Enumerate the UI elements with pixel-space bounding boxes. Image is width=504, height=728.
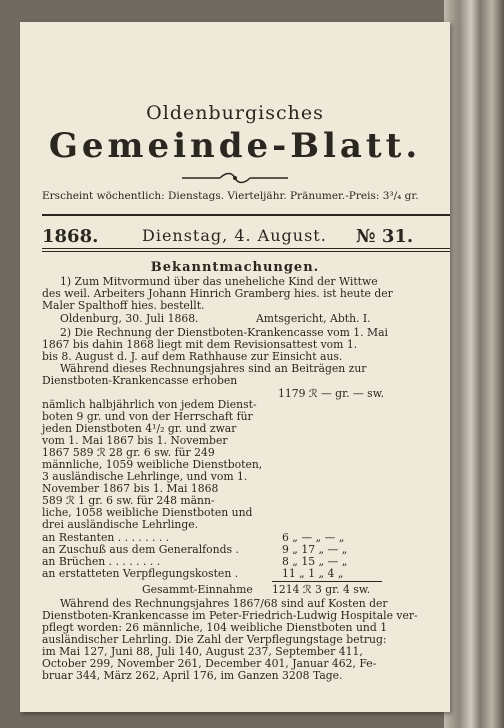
income-row-label: an Brüchen . . . . . . . . (42, 555, 161, 568)
notice2-line: 2) Die Rechnung der Dienstboten-Krankencasse vom 1. Mai (60, 326, 388, 339)
issue-year: 1868. (42, 226, 99, 247)
closing-line: October 299, November 261, December 401, Januar 462, Fe- (42, 657, 377, 670)
notice2-first-amount: 1179 ℛ — gr. — sw. (278, 387, 385, 400)
income-row-amount: 6 „ — „ — „ (282, 531, 345, 544)
income-row-label: an Zuschuß aus dem Generalfonds . (42, 543, 239, 556)
notice2-detail-line: jeden Dienstboten 4¹/₂ gr. und zwar (42, 422, 237, 435)
income-row-label: an erstatteten Verpflegungskosten . (42, 567, 239, 580)
income-row-label: an Restanten . . . . . . . . (42, 531, 170, 544)
income-row-amount: 11 „ 1 „ 4 „ (282, 567, 344, 580)
top-rule (42, 214, 450, 216)
total-amount: 1214 ℛ 3 gr. 4 sw. (272, 583, 371, 596)
income-row-amount: 9 „ 17 „ — „ (282, 543, 348, 556)
masthead-big-title: Gemeinde-Blatt. (48, 126, 422, 166)
notice1-line: 1) Zum Mitvormund über das uneheliche Kind der Wittwe (60, 275, 378, 288)
notice2-line: Dienstboten-Krankencasse erhoben (42, 374, 238, 387)
book-spine (444, 0, 504, 728)
notice2-detail-line: männliche, 1059 weibliche Dienstboten, (42, 458, 263, 471)
total-label: Gesammt-Einnahme (142, 583, 253, 596)
bottom-rule-1 (42, 248, 450, 249)
notice2-line: bis 8. August d. J. auf dem Rathhause zur Einsicht aus. (42, 350, 343, 363)
notice2-detail-line: boten 9 gr. und von der Herrschaft für (42, 410, 253, 423)
notice2-detail-line: 1867 589 ℛ 28 gr. 6 sw. für 249 (42, 446, 215, 459)
notice2-detail-line: drei ausländische Lehrlinge. (42, 518, 199, 531)
issue-number: № 31. (356, 226, 414, 247)
closing-line: Dienstboten-Krankencasse im Peter-Friedrich-Ludwig Hospitale ver- (42, 609, 418, 622)
issue-date: Dienstag, 4. August. (142, 226, 327, 245)
notice2-line: 1867 bis dahin 1868 liegt mit dem Revisionsattest vom 1. (42, 338, 358, 351)
notice1-authority: Amtsgericht, Abth. I. (256, 312, 371, 325)
subscription-line: Erscheint wöchentlich: Dienstags. Vierteljähr. Pränumer.-Preis: 3³/₄ gr. (42, 190, 419, 202)
closing-line: im Mai 127, Juni 88, Juli 140, August 237, September 411, (42, 645, 363, 658)
notice2-detail-line: 589 ℛ 1 gr. 6 sw. für 248 männ- (42, 494, 215, 507)
notice1-line: Maler Spalthoff hies. bestellt. (42, 299, 205, 312)
newspaper-page (20, 22, 450, 712)
closing-line: bruar 344, März 262, April 176, im Ganzen 3208 Tage. (42, 669, 343, 682)
bottom-rule-2 (42, 251, 450, 252)
closing-line: ausländischer Lehrling. Die Zahl der Verpflegungstage betrug: (42, 633, 387, 646)
notice2-detail-line: 3 ausländische Lehrlinge, und vom 1. (42, 470, 248, 483)
masthead-small-title: Oldenburgisches (146, 102, 324, 124)
ornament-icon (180, 172, 290, 184)
section-heading: Bekanntmachungen. (150, 260, 320, 275)
notice2-detail-line: November 1867 bis 1. Mai 1868 (42, 482, 219, 495)
closing-line: Während des Rechnungsjahres 1867/68 sind auf Kosten der (60, 597, 388, 610)
notice2-detail-line: vom 1. Mai 1867 bis 1. November (42, 434, 228, 447)
notice2-line: Während dieses Rechnungsjahres sind an Beiträgen zur (60, 362, 367, 375)
notice1-place-date: Oldenburg, 30. Juli 1868. (60, 312, 199, 325)
notice2-detail-line: liche, 1058 weibliche Dienstboten und (42, 506, 253, 519)
income-row-amount: 8 „ 15 „ — „ (282, 555, 348, 568)
closing-line: pflegt worden: 26 männliche, 104 weibliche Dienstboten und 1 (42, 621, 388, 634)
sum-rule (272, 581, 382, 582)
notice2-detail-line: nämlich halbjährlich von jedem Dienst- (42, 398, 257, 411)
notice1-line: des weil. Arbeiters Johann Hinrich Gramberg hies. ist heute der (42, 287, 393, 300)
